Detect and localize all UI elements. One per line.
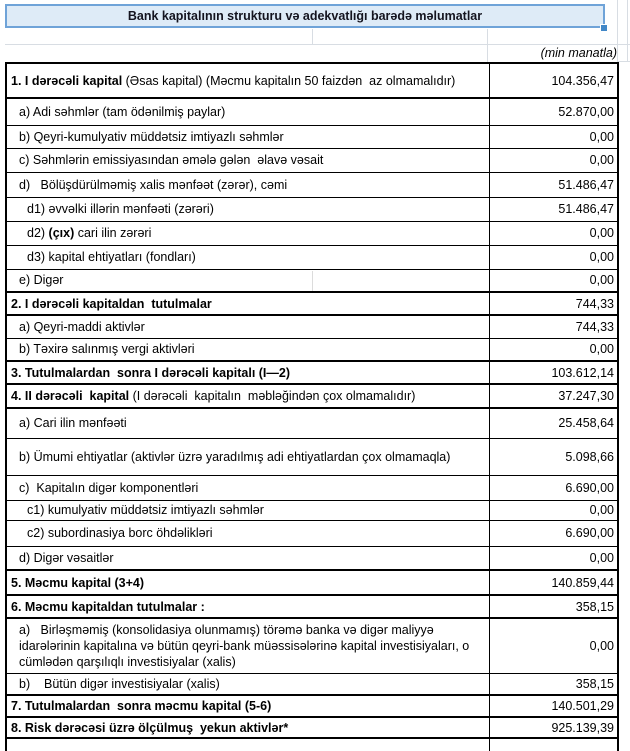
row-label-cell[interactable] — [6, 408, 489, 438]
table-row — [6, 361, 618, 384]
row-label-cell[interactable] — [6, 63, 489, 98]
table-row — [6, 475, 618, 500]
row-value-cell[interactable]: 103.612,14 — [489, 361, 618, 384]
row-label-cell[interactable] — [6, 245, 489, 269]
row-value-cell[interactable] — [489, 738, 618, 751]
row-label-cell[interactable] — [6, 197, 489, 221]
table-row — [6, 438, 618, 475]
row-label-bold-text: 1. I dərəcəli kapital — [11, 73, 123, 88]
table-row — [6, 172, 618, 197]
row-value-cell[interactable]: 104.356,47 — [489, 63, 618, 98]
row-label-text: c) Səhmlərin emissiyasından əmələ gələn əlavə vəsait — [19, 153, 324, 167]
row-label-text: (Əsas kapital) (Məcmu kapitalın 50 faizdən az olmamalıdır) — [122, 73, 456, 88]
table-row — [6, 673, 618, 695]
row-label-text: a) Qeyri-maddi aktivlər — [19, 319, 145, 334]
row-label-cell[interactable] — [6, 269, 489, 292]
table-row — [6, 125, 618, 148]
row-value-cell[interactable]: 358,15 — [489, 673, 618, 695]
row-label-cell[interactable] — [6, 595, 489, 618]
row-value-cell[interactable]: 25.458,64 — [489, 408, 618, 438]
row-value-cell[interactable]: 140.501,29 — [489, 695, 618, 717]
row-label-cell[interactable] — [6, 520, 489, 546]
row-value-cell[interactable]: 0,00 — [489, 500, 618, 520]
row-label-bold-text: (çıx) — [48, 226, 75, 240]
row-label-bold-text: 2. I dərəcəli kapitaldan tutulmalar — [11, 296, 212, 311]
row-value-cell[interactable]: 51.486,47 — [489, 172, 618, 197]
table-row — [6, 570, 618, 595]
row-label-text: c) Kapitalın digər komponentləri — [19, 480, 199, 495]
table-row — [6, 269, 618, 292]
row-label-cell[interactable] — [6, 570, 489, 595]
table-row — [6, 500, 618, 520]
row-value-cell[interactable]: 744,33 — [489, 292, 618, 315]
table-row — [6, 338, 618, 361]
table-row — [6, 148, 618, 172]
row-label-cell[interactable] — [6, 695, 489, 717]
row-label-bold-text: 7. Tutulmalardan sonra məcmu kapital (5-6) — [11, 699, 272, 713]
row-label-bold-text: 8. Risk dərəcəsi üzrə ölçülmuş yekun aktivlər* — [11, 720, 289, 735]
row-value-cell[interactable]: 0,00 — [489, 148, 618, 172]
row-label-cell[interactable] — [6, 125, 489, 148]
row-label-text: e) Digər — [19, 273, 64, 288]
row-value-cell[interactable]: 0,00 — [489, 338, 618, 361]
table-row — [6, 738, 618, 751]
table-row — [6, 292, 618, 315]
table-row — [6, 63, 618, 98]
row-value-cell[interactable]: 0,00 — [489, 618, 618, 673]
row-value-cell[interactable]: 744,33 — [489, 315, 618, 338]
selection-fill-handle-icon[interactable] — [600, 24, 608, 32]
row-label-bold-text: 3. Tutulmalardan sonra I dərəcəli kapitalı (I—2) — [11, 365, 291, 380]
row-label-cell[interactable] — [6, 338, 489, 361]
row-label-bold-text: 4. II dərəcəli kapital — [11, 389, 130, 403]
row-label-text: a) Cari ilin mənfəəti — [19, 416, 127, 431]
row-value-cell[interactable]: 6.690,00 — [489, 475, 618, 500]
row-value-cell[interactable]: 0,00 — [489, 125, 618, 148]
table-row — [6, 520, 618, 546]
row-label-cell[interactable] — [6, 315, 489, 338]
row-label-cell[interactable] — [6, 361, 489, 384]
row-label-text: b) Təxirə salınmış vergi aktivləri — [19, 342, 195, 357]
unit-note: (min manatla) — [540, 46, 617, 60]
table-row — [6, 408, 618, 438]
row-label-cell[interactable] — [6, 172, 489, 197]
row-value-cell[interactable]: 358,15 — [489, 595, 618, 618]
row-label-cell[interactable] — [6, 221, 489, 245]
table-row — [6, 245, 618, 269]
row-label-cell[interactable] — [6, 673, 489, 695]
row-label-cell[interactable] — [6, 475, 489, 500]
gridline — [312, 29, 313, 45]
row-value-cell[interactable]: 925.139,39 — [489, 717, 618, 738]
row-value-cell[interactable]: 52.870,00 — [489, 98, 618, 125]
row-value-cell[interactable]: 0,00 — [489, 245, 618, 269]
table-row — [6, 315, 618, 338]
row-label-text: d3) kapital ehtiyatları (fondları) — [27, 250, 196, 264]
table-row — [6, 197, 618, 221]
row-label-text: d) Digər vəsaitlər — [19, 550, 114, 565]
table-row — [6, 221, 618, 245]
row-label-text: d2) — [27, 226, 49, 240]
gridline — [617, 0, 618, 62]
row-label-cell[interactable] — [6, 618, 489, 673]
row-label-cell[interactable] — [6, 148, 489, 172]
table-row — [6, 98, 618, 125]
row-label-text: b) Qeyri-kumulyativ müddətsiz imtiyazlı səhmlər — [19, 129, 284, 144]
row-value-cell[interactable]: 37.247,30 — [489, 384, 618, 408]
row-label-text: b) Bütün digər investisiyalar (xalis) — [19, 676, 220, 691]
row-label-text: (I dərəcəli kapitalın məbləğindən çox olmamalıdır) — [129, 389, 416, 403]
row-label-text: c1) kumulyativ müddətsiz imtiyazlı səhmlər — [27, 503, 264, 517]
row-value-cell[interactable]: 140.859,44 — [489, 570, 618, 595]
row-value-cell[interactable]: 0,00 — [489, 546, 618, 570]
row-label-cell[interactable] — [6, 384, 489, 408]
row-label-cell[interactable] — [6, 98, 489, 125]
row-label-bold-text: 5. Məcmu kapital (3+4) — [11, 575, 145, 590]
row-label-text: a) Adi səhmlər (tam ödənilmiş paylar) — [19, 104, 226, 119]
row-label-text: d) Bölüşdürülməmiş xalis mənfəət (zərər), cəmi — [19, 177, 288, 192]
row-label-cell[interactable] — [6, 738, 489, 751]
row-label-bold-text: 6. Məcmu kapitaldan tutulmalar : — [11, 599, 205, 614]
table-row — [6, 695, 618, 717]
row-label-text: a) Birləşməmiş (konsolidasiya olunmamış) törəmə banka və digər maliyyə idarələrinin kapitalına və bütün qeyri-bank müəssisələrinə kapital investisiyaları, o cümlədən qarşılıqlı investisiyalar (xalis) — [19, 622, 473, 669]
row-value-cell[interactable]: 51.486,47 — [489, 197, 618, 221]
row-label-cell[interactable] — [6, 546, 489, 570]
row-label-text: b) Ümumi ehtiyatlar (aktivlər üzrə yaradılmış adi ehtiyatlardan çox olmamaqla) — [19, 449, 451, 464]
table-row — [6, 546, 618, 570]
row-label-cell[interactable] — [6, 292, 489, 315]
row-label-text: cari ilin zərəri — [74, 226, 152, 240]
table-row — [6, 384, 618, 408]
row-value-cell[interactable]: 0,00 — [489, 269, 618, 292]
report-title-cell[interactable] — [5, 4, 605, 28]
capital-structure-table — [5, 62, 619, 751]
row-label-cell[interactable] — [6, 438, 489, 475]
row-value-cell[interactable]: 0,00 — [489, 221, 618, 245]
row-value-cell[interactable]: 6.690,00 — [489, 520, 618, 546]
row-label-text: d1) əvvəlki illərin mənfəəti (zərəri) — [27, 202, 214, 216]
table-row — [6, 595, 618, 618]
gridline — [627, 0, 628, 62]
table-row — [6, 717, 618, 738]
row-label-cell[interactable] — [6, 717, 489, 738]
row-label-text: c2) subordinasiya borc öhdəlikləri — [27, 526, 213, 540]
row-label-cell[interactable] — [6, 500, 489, 520]
table-row — [6, 618, 618, 673]
report-title: Bank kapitalının strukturu və adekvatlığı barədə məlumatlar — [127, 9, 483, 23]
capital-table-body — [6, 63, 618, 751]
row-value-cell[interactable]: 5.098,66 — [489, 438, 618, 475]
